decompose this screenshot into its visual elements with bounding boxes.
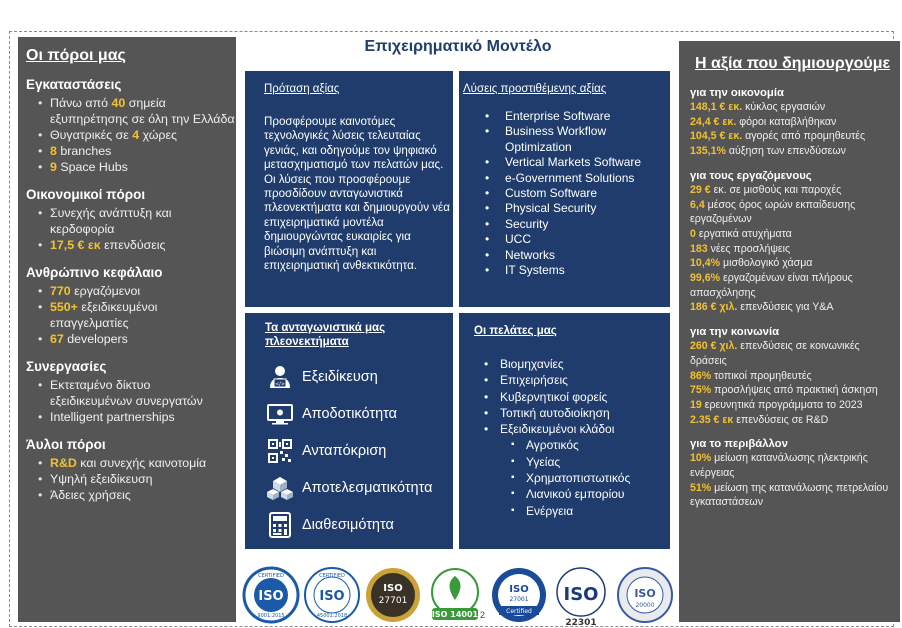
iso-45001-badge: [303, 566, 361, 624]
clients-title: Οι πελάτες μας: [474, 325, 557, 337]
value-desc: ερευνητικά προγράμματα το 2023: [701, 398, 863, 411]
client-sector-item: ▪ Ενέργεια: [474, 503, 664, 519]
resources-panel: [18, 37, 236, 622]
resource-item: [38, 143, 236, 159]
value-desc: μισθολογικό χάσμα: [720, 257, 813, 270]
resource-value: 67: [50, 332, 64, 346]
iso-27001-name: ISO: [509, 584, 529, 595]
resource-item: [38, 487, 236, 503]
value-line: [690, 481, 895, 510]
resource-text: χώρες: [139, 128, 177, 142]
resource-value: 770: [50, 284, 71, 298]
value-desc: τοπικοί προμηθευτές: [711, 369, 812, 382]
client-item: • Εξειδικευμένοι κλάδοι: [474, 421, 664, 437]
resource-text: developers: [63, 332, 128, 346]
iso-22301-line2: 22301: [565, 618, 597, 628]
value-figure: 10%: [690, 452, 712, 465]
advantage-item: [265, 432, 445, 469]
iso-20000-badge: [616, 566, 674, 624]
value-figure: 24,4 € εκ.: [690, 115, 737, 128]
advantages-title: Τα ανταγωνιστικά μας πλεονεκτήματα: [265, 322, 386, 348]
solution-item: • Security: [485, 217, 664, 232]
advantage-item: [265, 469, 445, 506]
resource-item: [38, 455, 236, 471]
value-line: [690, 227, 895, 242]
resource-value: 550+: [50, 300, 78, 314]
value-figure: 183: [690, 242, 708, 255]
solution-item: • IT Systems: [485, 263, 664, 278]
resource-value: 8: [50, 144, 57, 158]
value-line: [690, 198, 895, 227]
resource-section-title: Οικονομικοί πόροι: [26, 187, 146, 202]
value-line: [690, 451, 895, 480]
value-desc: επενδύσεις για Υ&Α: [737, 301, 834, 314]
page-number: 2: [480, 610, 486, 620]
resource-value: 9: [50, 160, 57, 174]
certifications-row: [240, 566, 674, 626]
resource-text: Intelligent partnerships: [50, 410, 175, 424]
value-desc: εργατικά ατυχήματα: [695, 227, 792, 240]
value-line: [690, 369, 895, 384]
resource-item: [38, 237, 236, 253]
value-desc: κύκλος εργασιών: [742, 101, 826, 113]
developer-icon: [265, 364, 295, 390]
value-line: [690, 398, 895, 413]
advantages-list: [265, 358, 445, 543]
resource-item: [38, 331, 236, 347]
client-sector-item: ▪ Αγροτικός: [474, 437, 664, 453]
iso-14001-badge: [426, 566, 484, 624]
iso-27001-badge: [490, 566, 548, 624]
iso-20000-line2: 20000: [635, 602, 655, 609]
advantage-label: Αποδοτικότητα: [302, 405, 398, 422]
value-line: [690, 129, 895, 144]
resources-title: Οι πόροι μας: [26, 47, 126, 64]
resource-item: [38, 127, 236, 143]
client-item: • Τοπική αυτοδιοίκηση: [474, 405, 664, 421]
resource-section-title: Άυλοι πόροι: [26, 437, 106, 452]
client-sector-item: ▪ Λιανικού εμπορίου: [474, 486, 664, 502]
resource-item: [38, 471, 236, 487]
value-line: [690, 242, 895, 257]
resource-list: [38, 283, 236, 347]
clients-box: [459, 313, 670, 549]
advantage-item: [265, 358, 445, 395]
solutions-title: Λύσεις προστιθέμενης αξίας: [463, 83, 607, 95]
iso-9001-name: ISO: [258, 589, 284, 604]
resource-text: εργαζόμενοι: [70, 284, 141, 298]
value-proposition-box: [245, 71, 453, 307]
advantage-label: Αποτελεσματικότητα: [302, 479, 433, 496]
resource-item: [38, 409, 236, 425]
value-section-title: για την οικονομία: [690, 87, 784, 99]
value-line: [690, 115, 895, 130]
solutions-box: [459, 71, 670, 307]
resource-section-title: Συνεργασίες: [26, 359, 107, 374]
value-desc: φόροι καταβλήθηκαν: [736, 115, 837, 128]
resource-section-title: Εγκαταστάσεις: [26, 77, 122, 92]
value-desc: μέσος όρος ωρών εκπαίδευσης εργαζομένων: [690, 198, 856, 226]
value-figure: 186 € χιλ.: [690, 301, 738, 314]
iso-45001-line1: CERTIFIED: [319, 573, 345, 579]
advantages-box: [245, 313, 453, 549]
client-sector-item: ▪ Χρηματοπιστωτικός: [474, 470, 664, 486]
value-figure: 29 €: [690, 183, 711, 196]
resource-text: branches: [56, 144, 112, 158]
resource-list: [38, 205, 236, 253]
resource-item: [38, 299, 236, 331]
solution-item: • Physical Security: [485, 201, 664, 216]
resources-sections: [26, 77, 236, 503]
client-item: • Κυβερνητικοί φορείς: [474, 389, 664, 405]
solution-item: • e-Government Solutions: [485, 171, 664, 186]
iso-27701-name: ISO: [383, 583, 403, 594]
client-item: • Επιχειρήσεις: [474, 372, 664, 388]
iso-27001-line2: Certified: [506, 608, 532, 615]
solution-item: • Custom Software: [485, 186, 664, 201]
advantage-item: [265, 506, 445, 543]
value-section-title: για το περιβάλλον: [690, 438, 788, 451]
value-proposition-text: Προσφέρουμε καινοτόμες τεχνολογικές λύσεις τελευταίας γενιάς, και οδηγούμε τον ψηφιακό μετασχηματισμό των πελατών μας. Οι λύσεις που προσφέρουμε προσδίδουν ανταγωνιστικά πλεονεκτήματα και δημιουργούν νέα επιχειρηματικά μοντέλα δημιουργώντας ευκαιρίες για βιώσιμη ανάπτυξη και επιχειρηματική ανθεκτικότητα.: [264, 115, 450, 273]
resource-value: R&D: [50, 456, 77, 470]
resource-item: [38, 283, 236, 299]
resource-text: Άδειες χρήσεις: [50, 488, 131, 502]
iso-9001-line1: CERTIFIED: [258, 573, 284, 579]
client-item: • Βιομηχανίες: [474, 356, 664, 372]
value-figure: 75%: [690, 384, 712, 397]
iso-45001-line2: 45001:2018: [316, 613, 348, 619]
iso-22301-name: ISO: [563, 584, 599, 605]
resource-item: [38, 205, 236, 237]
value-desc: προσλήψεις από πρακτική άσκηση: [711, 384, 878, 397]
solution-item: • Networks: [485, 248, 664, 263]
value-figure: 99,6%: [690, 272, 721, 285]
resource-item: [38, 159, 236, 175]
resource-list: [38, 455, 236, 503]
value-section-title: για τους εργαζόμενους: [690, 169, 812, 182]
advantage-label: Διαθεσιμότητα: [302, 516, 394, 533]
resource-text: και συνεχής καινοτομία: [76, 456, 207, 470]
value-desc: επενδύσεις σε R&D: [733, 413, 829, 426]
solution-item: • Enterprise Software: [485, 109, 664, 124]
value-line: [690, 300, 895, 315]
iso-9001-line2: 9001:2015: [257, 613, 285, 619]
qr-code-icon: [265, 438, 295, 464]
value-figure: 6,4: [690, 198, 705, 211]
value-figure: 51%: [690, 481, 712, 494]
value-figure: 104,5 € εκ.: [690, 130, 743, 143]
solution-item: • UCC: [485, 232, 664, 247]
value-desc: εκ. σε μισθούς και παροχές: [710, 183, 842, 196]
value-created-title: Η αξία που δημιουργούμε: [695, 55, 891, 72]
solution-item: • Vertical Markets Software: [485, 155, 664, 170]
advantage-item: [265, 395, 445, 432]
value-desc: επενδύσεις σε κοινωνικές δράσεις: [690, 340, 860, 367]
resource-text: Πάνω από: [50, 96, 112, 110]
value-section-title: για την κοινωνία: [690, 326, 780, 339]
value-created-sections: [690, 87, 900, 510]
resource-text: Εκτεταμένο δίκτυο εξειδικευμένων συνεργατών: [50, 378, 203, 408]
iso-20000-name: ISO: [634, 587, 656, 600]
iso-22301-badge: [552, 566, 610, 628]
value-proposition-title: Πρόταση αξίας: [264, 83, 340, 95]
resource-list: [38, 377, 236, 425]
value-line: [690, 256, 895, 271]
value-desc: αγορές από προμηθευτές: [742, 130, 866, 143]
value-figure: 86%: [690, 369, 712, 382]
iso-27701-badge: [364, 566, 422, 624]
resource-text: Θυγατρικές σε: [50, 128, 133, 142]
resource-item: [38, 95, 236, 127]
advantage-label: Ανταπόκριση: [302, 442, 387, 459]
value-figure: 2.35 € εκ: [690, 413, 734, 426]
value-line: [690, 271, 895, 300]
value-created-panel: [679, 41, 900, 622]
resource-value: 17,5 € εκ: [50, 238, 101, 252]
monitor-icon: [265, 401, 295, 427]
resource-text: επενδύσεις: [100, 238, 166, 252]
resource-text: Space Hubs: [56, 160, 128, 174]
value-figure: 260 € χιλ.: [690, 340, 738, 353]
value-desc: αύξηση των επενδύσεων: [725, 145, 846, 158]
resource-text: Συνεχής ανάπτυξη και κερδοφορία: [50, 206, 172, 236]
resource-value: 4: [132, 128, 140, 142]
resource-text: σημεία εξυπηρέτησης σε όλη την Ελλάδα: [50, 96, 235, 126]
resource-text: εξειδικευμένοι επαγγελματίες: [50, 300, 158, 330]
page-title: Επιχειρηματικό Μοντέλο: [364, 38, 552, 55]
value-line: [690, 383, 895, 398]
solutions-list: [485, 109, 664, 278]
calculator-icon: [265, 512, 295, 538]
iso-27701-line2: 27701: [378, 596, 408, 606]
resource-list: [38, 95, 236, 175]
client-sector-item: ▪ Υγείας: [474, 454, 664, 470]
value-desc: νέες προσλήψεις: [707, 242, 791, 255]
value-line: [690, 144, 895, 159]
resource-text: Υψηλή εξειδίκευση: [50, 472, 153, 486]
value-line: [690, 100, 895, 115]
iso-14001-name: ISO 14001: [431, 610, 479, 619]
resource-item: [38, 377, 236, 409]
value-desc: μείωση κατανάλωσης ηλεκτρικής ενέργειας: [690, 452, 868, 480]
value-figure: 135,1%: [690, 145, 726, 158]
clients-list: [474, 356, 664, 519]
advantage-label: Εξειδίκευση: [302, 368, 378, 385]
resource-value: 40: [111, 96, 126, 110]
resource-section-title: Ανθρώπινο κεφάλαιο: [26, 265, 163, 280]
solution-item: • Business Workflow Optimization: [485, 124, 664, 155]
value-desc: εργαζομένων είναι πλήρους απασχόλησης: [690, 272, 853, 299]
value-line: [690, 183, 895, 198]
value-figure: 148,1 € εκ.: [690, 101, 743, 113]
iso-27001-line1: 27001: [509, 596, 529, 603]
boxes-icon: [265, 475, 295, 501]
value-line: [690, 413, 895, 428]
value-figure: 10,4%: [690, 257, 721, 270]
value-figure: 0: [690, 227, 696, 240]
iso-45001-name: ISO: [319, 589, 345, 604]
value-figure: 19: [690, 398, 702, 411]
iso-9001-badge: [242, 566, 300, 624]
value-desc: μείωση της κατανάλωσης πετρελαίου εγκαταστάσεων: [690, 481, 889, 509]
svg-text:</>: </>: [274, 381, 286, 387]
value-line: [690, 339, 895, 368]
